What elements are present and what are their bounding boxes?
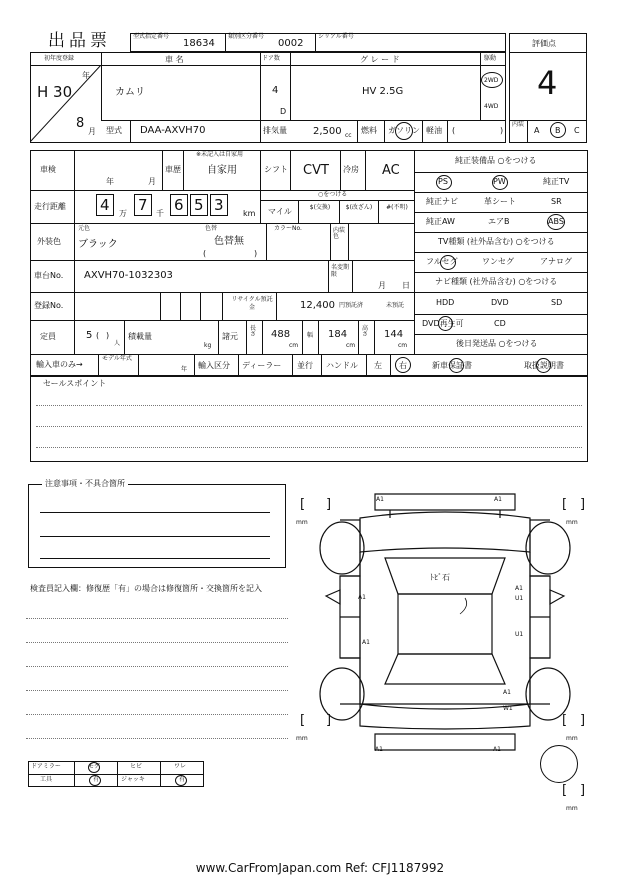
- history-value: 自家用: [207, 165, 237, 176]
- recycle-amount: 12,400: [300, 300, 335, 311]
- equip-sr: SR: [551, 197, 562, 206]
- mileage-sen: 千: [156, 209, 164, 218]
- grade-label: グ レ ー ド: [360, 55, 400, 64]
- equip-ps: PS: [438, 177, 448, 186]
- interior-a: A: [534, 126, 540, 135]
- import-dealer: ディーラー: [242, 361, 282, 370]
- mileage-tampered: $(改ざん): [345, 204, 373, 211]
- height-label: 高さ: [362, 325, 369, 339]
- model-value: DAA-AXVH70: [140, 125, 206, 136]
- damage-right-rear: A1: [503, 689, 511, 696]
- notes-label: 注意事項・不具合箇所: [42, 480, 128, 488]
- tread-fl-mm: mm: [296, 519, 308, 526]
- color-label: 外装色: [37, 237, 61, 246]
- equip-abs: ABS: [548, 217, 564, 226]
- tread-rl-mm: mm: [296, 735, 308, 742]
- name-change-day: 日: [402, 281, 410, 290]
- load-kg: kg: [204, 342, 212, 349]
- jack-value: 有: [179, 776, 186, 783]
- doors-value: 4: [272, 85, 279, 96]
- tv-fullseg: フルセグ: [426, 257, 458, 266]
- chassis-value: AXVH70-1032303: [84, 270, 173, 281]
- tread-spare-bracket-r: ]: [580, 783, 586, 798]
- damage-right-front-2: U1: [515, 595, 524, 602]
- tools-circle: [89, 775, 101, 786]
- color-no-label: カラーNo.: [274, 225, 302, 232]
- history-label: 車歴: [165, 165, 181, 174]
- history-note: ※未記入は自家用: [196, 151, 244, 158]
- capacity-label: 定員: [40, 332, 56, 341]
- recycle-status: 円預託済: [339, 302, 364, 309]
- drive-4wd: 4WD: [484, 103, 499, 110]
- length-value: 488: [271, 329, 291, 340]
- type-spec-label: 型式指定番号: [133, 33, 170, 40]
- mileage-circle-note: ○をつける: [318, 191, 348, 198]
- navi-dvd: DVD: [491, 298, 509, 307]
- shaken-label: 車検: [40, 165, 56, 174]
- tread-rl-bracket-r: ]: [326, 713, 332, 728]
- first-reg-year-unit: 年: [82, 71, 90, 80]
- mileage-d2: 7: [138, 196, 148, 214]
- first-reg-year: H 30: [37, 83, 73, 101]
- mirror-ware: ワレ: [174, 763, 187, 770]
- shaken-month-unit: 月: [148, 177, 156, 186]
- navi-header: ナビ種類 (社外品含む) ○をつける: [435, 277, 558, 286]
- equip-navi: 純正ナビ: [426, 197, 458, 206]
- tread-fr-bracket-r: ]: [580, 497, 586, 512]
- jack-label: ジャッキ: [121, 776, 145, 783]
- damage-right-rear-door: U1: [515, 631, 524, 638]
- displacement-value: 2,500: [313, 126, 342, 137]
- equip-airbag: エアB: [488, 217, 510, 226]
- capacity-value: 5: [86, 330, 93, 341]
- width-label: 幅: [307, 332, 314, 339]
- doors-suffix: D: [280, 107, 287, 116]
- equip-pw-circle: [492, 175, 508, 190]
- tread-fl-bracket-r: ]: [326, 497, 332, 512]
- height-cm: cm: [398, 342, 408, 349]
- mirror-circle: [88, 762, 100, 773]
- load-label: 積載量: [128, 332, 152, 341]
- navi-dvd-play: DVD再生可: [422, 319, 464, 328]
- car-name: カムリ: [115, 87, 145, 98]
- recycle-label: リサイクル預託金: [231, 296, 273, 311]
- navi-sd: SD: [551, 298, 563, 307]
- footer-ref: www.CarFromJapan.com Ref: CFJ1187992: [195, 861, 445, 875]
- damage-left-front-door: A1: [358, 594, 366, 601]
- mirror-label: ドアミラー: [31, 763, 61, 770]
- equip-aw: 純正AW: [426, 217, 455, 226]
- mileage-unknown: #(不明): [386, 204, 408, 211]
- navi-cd: CD: [494, 319, 506, 328]
- chassis-label: 車台No.: [34, 271, 64, 280]
- later-warranty-circle: [449, 358, 464, 373]
- grade-points-value: 4: [537, 64, 558, 102]
- repaint-paren-r: ): [254, 249, 258, 258]
- first-reg-label: 初年度登録: [44, 55, 75, 62]
- form-title: 出品票: [48, 31, 111, 51]
- interior-color-label: 内装色: [333, 227, 346, 241]
- grade-points-label: 評価点: [532, 39, 556, 48]
- width-value: 184: [328, 329, 348, 340]
- damage-right-front: A1: [515, 585, 523, 592]
- capacity-paren-r: ): [106, 331, 110, 340]
- category-label: 類別区分番号: [228, 33, 265, 40]
- orig-color-value: ブラック: [78, 239, 118, 250]
- model-year-label: モデル年式: [102, 355, 132, 362]
- tread-spare-mm: mm: [566, 805, 578, 812]
- drive-label: 駆動: [484, 55, 497, 62]
- mileage-d5: 3: [214, 196, 224, 214]
- tread-rr-bracket-l: [: [562, 713, 568, 728]
- sales-point-box: [30, 376, 588, 462]
- equip-pw: PW: [493, 177, 506, 186]
- repaint-paren-l: (: [203, 249, 207, 258]
- repaint-value: 色替無: [214, 236, 244, 247]
- tv-analog: アナログ: [540, 257, 572, 266]
- mileage-mile: マイル: [268, 207, 292, 216]
- fuel-circle: [395, 122, 413, 140]
- interior-label: 内装: [512, 121, 525, 128]
- import-label: 輸入車のみ→: [36, 360, 83, 369]
- navi-dvd-play-circle: [438, 316, 453, 331]
- paren-left: (: [452, 126, 456, 135]
- tools-label: 工具: [40, 776, 53, 783]
- mileage-label: 走行距離: [34, 202, 66, 211]
- tread-rl-bracket-l: [: [300, 713, 306, 728]
- capacity-paren: (: [96, 331, 100, 340]
- shift-label: シフト: [264, 165, 288, 174]
- name-change-label: 名変期限: [331, 264, 350, 278]
- inspector-label: 検査員記入欄：修復歴「有」の場合は修復箇所・交換箇所を記入: [30, 584, 262, 593]
- model-label: 型式: [106, 126, 122, 135]
- handle-right: 右: [399, 361, 407, 370]
- measure-label: 諸元: [222, 332, 238, 341]
- damage-windshield: ﾄﾋﾞ石: [430, 573, 450, 582]
- doors-label: ドア数: [262, 55, 280, 62]
- jack-circle: [175, 775, 187, 786]
- handle-label: ハンドル: [326, 361, 358, 370]
- tread-fl-bracket-l: [: [300, 497, 306, 512]
- equip-tv: 純正TV: [543, 177, 570, 186]
- damage-left-rear-door: A1: [362, 639, 370, 646]
- damage-front-right: A1: [494, 496, 502, 503]
- later-warranty: 新車保証書: [432, 361, 472, 370]
- mirror-hibi: ヒビ: [130, 763, 143, 770]
- mileage-exchange: $(交換): [309, 204, 331, 211]
- mileage-man: 万: [119, 209, 127, 218]
- mileage-d3: 6: [174, 196, 184, 214]
- registration-label: 登録No.: [34, 301, 64, 310]
- equipment-header: 純正装備品 ○をつける: [455, 156, 537, 165]
- tread-fr-bracket-l: [: [562, 497, 568, 512]
- name-change-month: 月: [378, 281, 386, 290]
- width-cm: cm: [346, 342, 356, 349]
- shift-value: CVT: [303, 163, 329, 178]
- tv-oneseg: ワンセグ: [482, 257, 514, 266]
- tv-header: TV種類 (社外品含む) ○をつける: [438, 237, 555, 246]
- equip-leather: 革シート: [484, 197, 516, 206]
- drive-2wd: 2WD: [484, 77, 499, 84]
- ac-value: AC: [382, 163, 400, 178]
- equip-ps-circle: [436, 175, 452, 190]
- import-type-label: 輸入区分: [198, 361, 230, 370]
- repaint-label: 色替: [205, 225, 218, 232]
- damage-rear-right: A1: [493, 746, 501, 753]
- damage-right-rear-2: W1: [503, 705, 513, 712]
- navi-hdd: HDD: [436, 298, 455, 307]
- tools-value: 有: [93, 776, 100, 783]
- not-deposited: 未預託: [386, 302, 405, 309]
- tread-rr-bracket-r: ]: [580, 713, 586, 728]
- handle-right-circle: [395, 357, 411, 373]
- equip-abs-circle: [547, 214, 565, 230]
- first-reg-month: 8: [76, 116, 85, 131]
- damage-rear-left: A1: [375, 746, 383, 753]
- diesel-label: 軽油: [426, 126, 442, 135]
- mileage-d4: 5: [194, 196, 204, 214]
- tread-fr-mm: mm: [566, 519, 578, 526]
- later-manual: 取扱説明書: [524, 361, 564, 370]
- damage-front-left: A1: [376, 496, 384, 503]
- displacement-label: 排気量: [263, 126, 287, 135]
- model-year-unit: 年: [181, 366, 188, 373]
- ac-label: 冷房: [343, 165, 359, 174]
- shaken-year-unit: 年: [106, 177, 114, 186]
- spare-tire: [540, 745, 578, 783]
- mirror-value: モゲ: [88, 763, 101, 770]
- tread-spare-bracket-l: [: [562, 783, 568, 798]
- orig-color-label: 元色: [78, 225, 91, 232]
- displacement-cc: cc: [345, 132, 352, 139]
- notes-box: [28, 484, 286, 568]
- first-reg-month-unit: 月: [88, 127, 96, 136]
- length-label: 長さ: [250, 325, 257, 339]
- tread-rr-mm: mm: [566, 735, 578, 742]
- sales-point-label: セールスポイント: [43, 379, 107, 388]
- fuel-label: 燃料: [361, 126, 377, 135]
- handle-left: 左: [374, 361, 382, 370]
- type-spec-no: 18634: [183, 38, 215, 49]
- capacity-unit: 人: [114, 340, 121, 347]
- grade-value: HV 2.5G: [362, 86, 404, 97]
- import-parallel: 並行: [297, 361, 313, 370]
- paren-right: ): [500, 126, 504, 135]
- tv-fullseg-circle: [440, 255, 456, 270]
- car-name-label: 車 名: [165, 55, 184, 64]
- interior-b: B: [555, 126, 561, 135]
- length-cm: cm: [289, 342, 299, 349]
- category-no: 0002: [278, 38, 304, 49]
- later-manual-circle: [536, 358, 551, 373]
- drive-2wd-circle: [481, 72, 503, 88]
- mileage-km: km: [243, 209, 256, 218]
- car-diagram: [300, 486, 590, 758]
- height-value: 144: [384, 329, 404, 340]
- interior-b-circle: [550, 122, 566, 138]
- later-header: 後日発送品 ○をつける: [456, 339, 538, 348]
- serial-label: シリアル番号: [318, 33, 354, 40]
- interior-c: C: [574, 126, 580, 135]
- fuel-value: ガソリン: [388, 126, 420, 135]
- mileage-d1: 4: [100, 196, 110, 214]
